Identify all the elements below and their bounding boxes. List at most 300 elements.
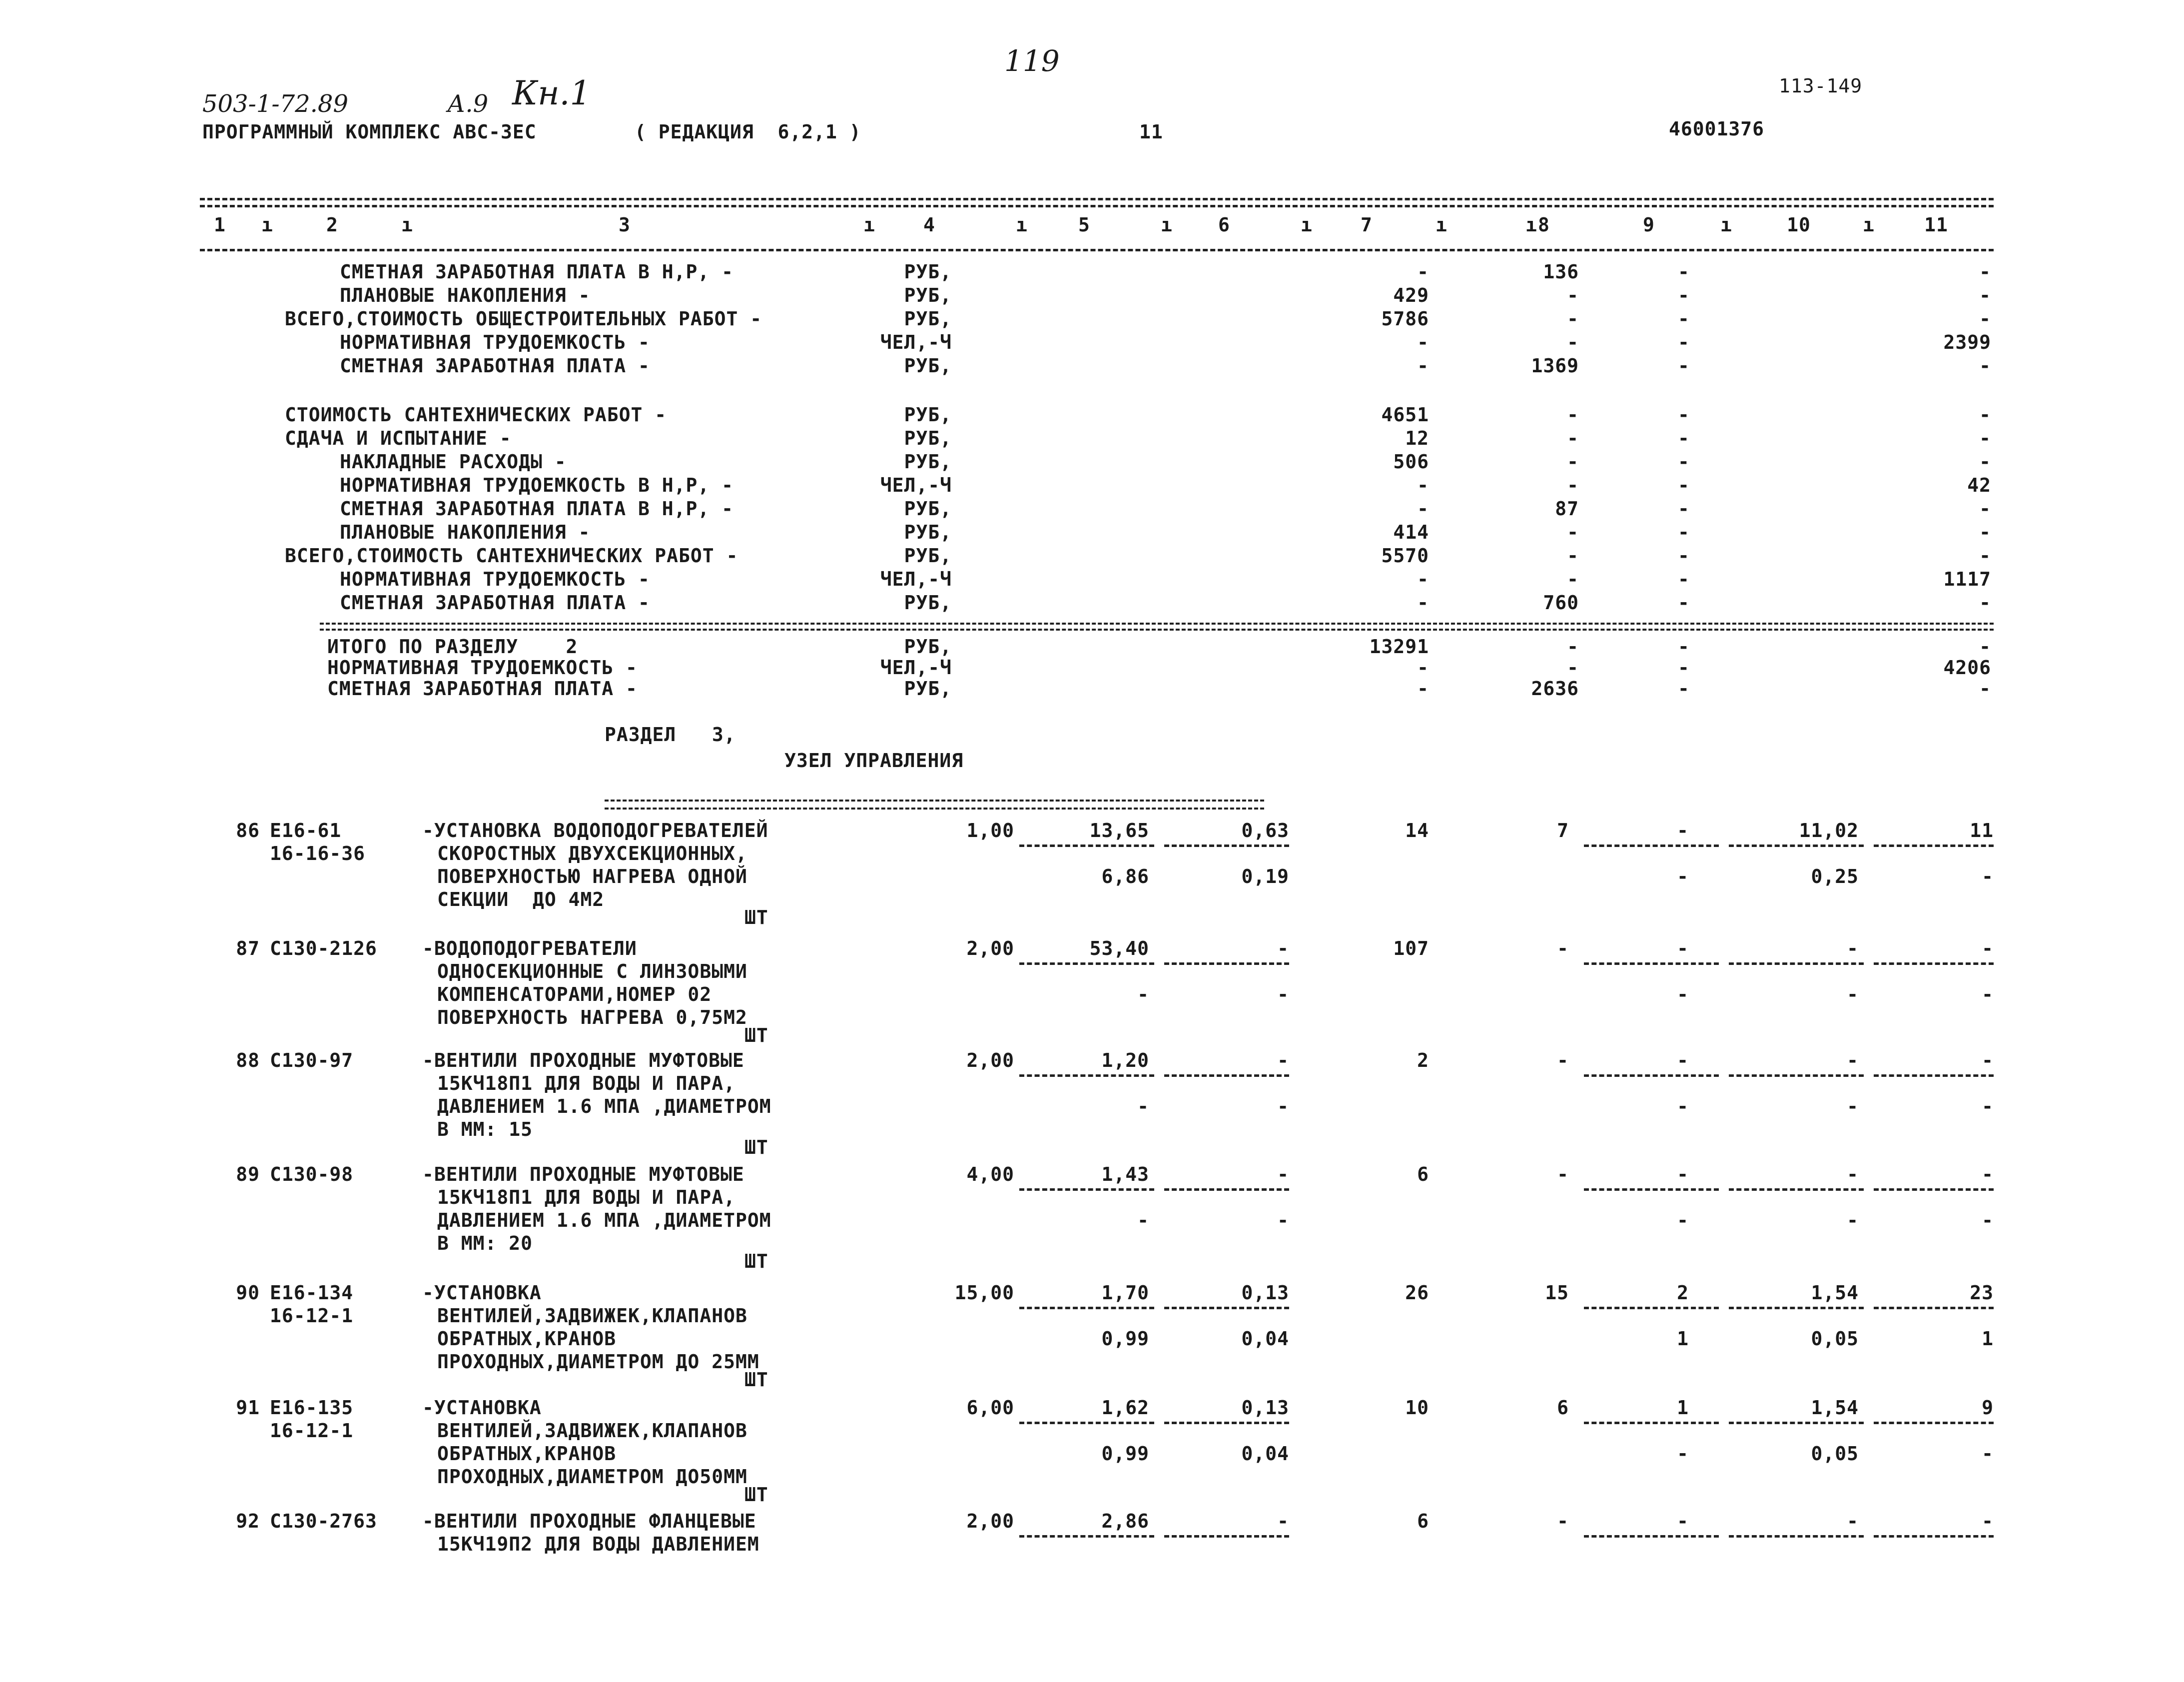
item-cost: 107 xyxy=(1393,937,1429,959)
item-labor-machine-unit: 0,05 xyxy=(1811,1443,1859,1465)
summary-row-labor: - xyxy=(1979,355,1991,377)
summary-row-cost: - xyxy=(1417,592,1429,614)
summary-row-labor: 2399 xyxy=(1943,331,1991,353)
item-cost: 2 xyxy=(1417,1049,1429,1071)
item-description-line: -УСТАНОВКА xyxy=(422,1282,542,1304)
program-name: ПРОГРАММНЫЙ КОМПЛЕКС АВС-3ЕС xyxy=(202,121,537,143)
item-code: С130-98 xyxy=(270,1163,354,1185)
item-labor-unit: 11,02 xyxy=(1799,820,1859,841)
item-underline xyxy=(1729,1535,1864,1538)
column-separator: ı xyxy=(1161,214,1173,236)
item-labor-machine-unit: - xyxy=(1847,1209,1859,1231)
summary-row-machine: - xyxy=(1678,545,1690,567)
item-cost: 10 xyxy=(1405,1397,1429,1419)
summary-row-unit: ЧЕЛ,-Ч xyxy=(880,474,952,496)
item-underline xyxy=(1874,1188,1994,1191)
item-number: 92 xyxy=(236,1510,260,1532)
item-description-line: 15КЧ18П1 ДЛЯ ВОДЫ И ПАРА, xyxy=(437,1186,735,1208)
item-description-line: -ВЕНТИЛИ ПРОХОДНЫЕ МУФТОВЫЕ xyxy=(422,1049,744,1071)
item-code: С130-2763 xyxy=(270,1510,377,1532)
column-header-2: 2 xyxy=(326,214,338,236)
item-quantity: 2,00 xyxy=(966,937,1014,959)
item-price-total: 1,70 xyxy=(1101,1282,1149,1304)
summary-row-unit: РУБ, xyxy=(904,678,952,700)
item-underline xyxy=(1019,1307,1154,1309)
column-header-7: 7 xyxy=(1361,214,1373,236)
summary-row-label: НОРМАТИВНАЯ ТРУДОЕМКОСТЬ - xyxy=(327,657,638,679)
item-description-line: В ММ: 20 xyxy=(437,1232,533,1254)
item-underline xyxy=(1019,1188,1154,1191)
summary-row-unit: РУБ, xyxy=(904,521,952,543)
summary-row-cost: - xyxy=(1417,261,1429,283)
summary-row-salary: - xyxy=(1567,474,1579,496)
column-header-1: 1 xyxy=(214,214,226,236)
summary-row-machine: - xyxy=(1678,404,1690,426)
summary-row-unit: РУБ, xyxy=(904,308,952,330)
item-labor-machine-total: - xyxy=(1982,865,1994,887)
sheet-number: 11 xyxy=(1139,121,1163,143)
item-underline xyxy=(1584,1422,1719,1424)
item-unit: ШТ xyxy=(744,1250,768,1272)
item-cost: 26 xyxy=(1405,1282,1429,1304)
rule-top xyxy=(200,198,1994,200)
item-code: С130-97 xyxy=(270,1049,354,1071)
item-salary-machine-unit: 0,04 xyxy=(1241,1328,1289,1350)
item-description-line: 15КЧ19П2 ДЛЯ ВОДЫ ДАВЛЕНИЕМ xyxy=(437,1533,759,1555)
item-description-line: ОДНОСЕКЦИОННЫЕ С ЛИНЗОВЫМИ xyxy=(437,960,747,982)
item-salary-unit: - xyxy=(1137,983,1149,1005)
item-description-line: СКОРОСТНЫХ ДВУХСЕКЦИОННЫХ, xyxy=(437,842,747,864)
summary-row-labor: - xyxy=(1979,521,1991,543)
item-code: С130-2126 xyxy=(270,937,377,959)
summary-row-label: НОРМАТИВНАЯ ТРУДОЕМКОСТЬ - xyxy=(340,568,650,590)
column-header-5: 5 xyxy=(1078,214,1090,236)
item-labor-machine-total: - xyxy=(1982,983,1994,1005)
column-separator: ı xyxy=(261,214,273,236)
summary-row-label: ИТОГО ПО РАЗДЕЛУ 2 xyxy=(327,636,578,658)
summary-row-machine: - xyxy=(1678,568,1690,590)
item-labor-machine-unit: 0,05 xyxy=(1811,1328,1859,1350)
summary-row-salary: - xyxy=(1567,284,1579,306)
item-cost: 6 xyxy=(1417,1163,1429,1185)
item-salary-machine-unit: 0,19 xyxy=(1241,865,1289,887)
item-price-machine: - xyxy=(1277,937,1289,959)
summary-row-label: СМЕТНАЯ ЗАРАБОТНАЯ ПЛАТА - xyxy=(340,592,650,614)
summary-row-salary: 136 xyxy=(1543,261,1579,283)
summary-row-cost: 5570 xyxy=(1381,545,1429,567)
summary-row-cost: 506 xyxy=(1393,451,1429,473)
summary-row-machine: - xyxy=(1678,498,1690,520)
rule-before-section-total-2 xyxy=(320,629,1994,631)
item-labor-total: 23 xyxy=(1970,1282,1994,1304)
item-price-total: 13,65 xyxy=(1089,820,1149,841)
summary-row-unit: РУБ, xyxy=(904,451,952,473)
item-machine-salary: - xyxy=(1677,1095,1689,1117)
summary-row-labor: - xyxy=(1979,404,1991,426)
summary-row-salary: - xyxy=(1567,521,1579,543)
column-header-9: 9 xyxy=(1643,214,1655,236)
item-labor-unit: - xyxy=(1847,1510,1859,1532)
item-price-total: 1,62 xyxy=(1101,1397,1149,1419)
summary-row-machine: - xyxy=(1678,308,1690,330)
item-machine-salary: - xyxy=(1677,865,1689,887)
summary-row-label: СМЕТНАЯ ЗАРАБОТНАЯ ПЛАТА - xyxy=(327,678,638,700)
item-labor-unit: - xyxy=(1847,937,1859,959)
item-underline xyxy=(1874,1535,1994,1538)
item-underline xyxy=(1019,1535,1154,1538)
item-price-machine: 0,13 xyxy=(1241,1282,1289,1304)
item-description-line: -УСТАНОВКА ВОДОПОДОГРЕВАТЕЛЕЙ xyxy=(422,820,768,841)
item-machine-cost: - xyxy=(1677,1049,1689,1071)
item-salary: - xyxy=(1557,1049,1569,1071)
item-labor-total: - xyxy=(1982,1510,1994,1532)
item-cost: 6 xyxy=(1417,1510,1429,1532)
summary-row-labor: - xyxy=(1979,498,1991,520)
item-machine-cost: - xyxy=(1677,820,1689,841)
item-description-line: ДАВЛЕНИЕМ 1.6 МПА ,ДИАМЕТРОМ xyxy=(437,1209,771,1231)
item-code-secondary: 16-12-1 xyxy=(270,1305,354,1327)
item-number: 91 xyxy=(236,1397,260,1419)
item-underline xyxy=(1584,1188,1719,1191)
item-underline xyxy=(1164,1307,1289,1309)
item-unit: ШТ xyxy=(744,1136,768,1158)
item-code: Е16-134 xyxy=(270,1282,354,1304)
summary-row-unit: РУБ, xyxy=(904,404,952,426)
section-label: РАЗДЕЛ 3, xyxy=(605,724,736,746)
summary-row-unit: РУБ, xyxy=(904,545,952,567)
item-quantity: 4,00 xyxy=(966,1163,1014,1185)
item-underline xyxy=(1584,844,1719,847)
item-description-line: -УСТАНОВКА xyxy=(422,1397,542,1419)
summary-row-cost: 429 xyxy=(1393,284,1429,306)
item-description-line: ОБРАТНЫХ,КРАНОВ xyxy=(437,1443,617,1465)
item-salary: - xyxy=(1557,1510,1569,1532)
item-labor-unit: 1,54 xyxy=(1811,1397,1859,1419)
item-machine-salary: - xyxy=(1677,1443,1689,1465)
summary-row-salary: 2636 xyxy=(1531,678,1579,700)
summary-row-machine: - xyxy=(1678,521,1690,543)
item-salary-machine-unit: - xyxy=(1277,1209,1289,1231)
summary-row-labor: - xyxy=(1979,636,1991,658)
summary-row-unit: РУБ, xyxy=(904,592,952,614)
rule-under-header xyxy=(200,249,1994,251)
summary-row-labor: - xyxy=(1979,451,1991,473)
item-underline xyxy=(1729,1422,1864,1424)
edition-label: ( РЕДАКЦИЯ 6,2,1 ) xyxy=(635,121,861,143)
summary-row-machine: - xyxy=(1678,657,1690,679)
item-salary-unit: 0,99 xyxy=(1101,1328,1149,1350)
item-unit: ШТ xyxy=(744,1484,768,1506)
summary-row-label: ПЛАНОВЫЕ НАКОПЛЕНИЯ - xyxy=(340,284,591,306)
summary-row-salary: - xyxy=(1567,404,1579,426)
item-underline xyxy=(1729,1074,1864,1077)
summary-row-labor: - xyxy=(1979,261,1991,283)
summary-row-salary: 1369 xyxy=(1531,355,1579,377)
item-salary: 15 xyxy=(1545,1282,1569,1304)
item-underline xyxy=(1019,1422,1154,1424)
document-number: 46001376 xyxy=(1669,118,1765,140)
column-separator: ı xyxy=(401,214,413,236)
column-separator: ı xyxy=(1720,214,1732,236)
summary-row-labor: 1117 xyxy=(1943,568,1991,590)
item-underline xyxy=(1164,1422,1289,1424)
summary-row-unit: РУБ, xyxy=(904,427,952,449)
item-quantity: 6,00 xyxy=(966,1397,1014,1419)
item-description-line: -ВЕНТИЛИ ПРОХОДНЫЕ ФЛАНЦЕВЫЕ xyxy=(422,1510,756,1532)
item-description-line: -ВЕНТИЛИ ПРОХОДНЫЕ МУФТОВЫЕ xyxy=(422,1163,744,1185)
item-labor-machine-unit: 0,25 xyxy=(1811,865,1859,887)
book-label: Кн.1 xyxy=(512,74,591,112)
summary-row-labor: - xyxy=(1979,592,1991,614)
summary-row-labor: - xyxy=(1979,678,1991,700)
summary-row-labor: - xyxy=(1979,308,1991,330)
item-unit: ШТ xyxy=(744,1369,768,1391)
summary-row-machine: - xyxy=(1678,451,1690,473)
item-labor-machine-total: - xyxy=(1982,1209,1994,1231)
item-labor-unit: 1,54 xyxy=(1811,1282,1859,1304)
page-number: 119 xyxy=(1004,44,1060,78)
rule-before-section-total xyxy=(320,623,1994,625)
summary-row-unit: ЧЕЛ,-Ч xyxy=(880,568,952,590)
summary-row-cost: - xyxy=(1417,355,1429,377)
item-underline xyxy=(1019,1074,1154,1077)
item-description-line: ВЕНТИЛЕЙ,ЗАДВИЖЕК,КЛАПАНОВ xyxy=(437,1305,747,1327)
item-description-line: В ММ: 15 xyxy=(437,1118,533,1140)
summary-row-cost: - xyxy=(1417,657,1429,679)
item-underline xyxy=(1584,962,1719,965)
summary-row-salary: - xyxy=(1567,308,1579,330)
item-description-line: ОБРАТНЫХ,КРАНОВ xyxy=(437,1328,617,1350)
summary-row-cost: - xyxy=(1417,568,1429,590)
summary-row-machine: - xyxy=(1678,284,1690,306)
item-description-line: ПОВЕРХНОСТЬЮ НАГРЕВА ОДНОЙ xyxy=(437,865,747,887)
summary-row-salary: - xyxy=(1567,451,1579,473)
item-number: 86 xyxy=(236,820,260,841)
summary-row-cost: 13291 xyxy=(1369,636,1429,658)
summary-row-label: ВСЕГО,СТОИМОСТЬ ОБЩЕСТРОИТЕЛЬНЫХ РАБОТ - xyxy=(285,308,762,330)
summary-row-cost: - xyxy=(1417,331,1429,353)
item-quantity: 2,00 xyxy=(966,1049,1014,1071)
summary-row-unit: РУБ, xyxy=(904,355,952,377)
item-description-line: ПРОХОДНЫХ,ДИАМЕТРОМ ДО50ММ xyxy=(437,1466,747,1488)
summary-row-label: СТОИМОСТЬ САНТЕХНИЧЕСКИХ РАБОТ - xyxy=(285,404,667,426)
item-underline xyxy=(1874,1307,1994,1309)
item-price-machine: - xyxy=(1277,1510,1289,1532)
summary-row-label: СМЕТНАЯ ЗАРАБОТНАЯ ПЛАТА - xyxy=(340,355,650,377)
item-labor-total: - xyxy=(1982,1049,1994,1071)
summary-row-salary: - xyxy=(1567,636,1579,658)
item-price-total: 1,20 xyxy=(1101,1049,1149,1071)
summary-row-salary: - xyxy=(1567,657,1579,679)
item-machine-cost: 2 xyxy=(1677,1282,1689,1304)
section-underline xyxy=(605,800,1264,810)
item-underline xyxy=(1874,844,1994,847)
summary-row-labor: 42 xyxy=(1967,474,1991,496)
summary-row-salary: - xyxy=(1567,545,1579,567)
item-labor-machine-unit: - xyxy=(1847,1095,1859,1117)
item-labor-unit: - xyxy=(1847,1049,1859,1071)
column-separator: ı xyxy=(1525,214,1537,236)
summary-row-label: ВСЕГО,СТОИМОСТЬ САНТЕХНИЧЕСКИХ РАБОТ - xyxy=(285,545,738,567)
item-salary-machine-unit: - xyxy=(1277,1095,1289,1117)
item-number: 89 xyxy=(236,1163,260,1185)
item-description-line: ПОВЕРХНОСТЬ НАГРЕВА 0,75М2 xyxy=(437,1006,747,1028)
item-price-total: 53,40 xyxy=(1089,937,1149,959)
item-number: 90 xyxy=(236,1282,260,1304)
summary-row-unit: РУБ, xyxy=(904,261,952,283)
summary-row-salary: 760 xyxy=(1543,592,1579,614)
item-code: Е16-135 xyxy=(270,1397,354,1419)
item-labor-unit: - xyxy=(1847,1163,1859,1185)
document-code-right: 113-149 xyxy=(1779,75,1863,97)
item-salary-machine-unit: - xyxy=(1277,983,1289,1005)
summary-row-salary: - xyxy=(1567,331,1579,353)
summary-row-salary: - xyxy=(1567,568,1579,590)
summary-row-machine: - xyxy=(1678,592,1690,614)
column-separator: ı xyxy=(1436,214,1448,236)
item-description-line: ДАВЛЕНИЕМ 1.6 МПА ,ДИАМЕТРОМ xyxy=(437,1095,771,1117)
summary-row-machine: - xyxy=(1678,474,1690,496)
section-title: УЗЕЛ УПРАВЛЕНИЯ xyxy=(784,750,964,772)
summary-row-label: СДАЧА И ИСПЫТАНИЕ - xyxy=(285,427,512,449)
item-number: 87 xyxy=(236,937,260,959)
item-description-line: СЕКЦИИ ДО 4М2 xyxy=(437,888,605,910)
column-separator: ı xyxy=(1016,214,1028,236)
item-underline xyxy=(1729,844,1864,847)
item-code-secondary: 16-12-1 xyxy=(270,1420,354,1442)
item-description-line: ПРОХОДНЫХ,ДИАМЕТРОМ ДО 25ММ xyxy=(437,1351,759,1373)
item-quantity: 2,00 xyxy=(966,1510,1014,1532)
summary-row-machine: - xyxy=(1678,636,1690,658)
item-labor-total: 11 xyxy=(1970,820,1994,841)
summary-row-labor: - xyxy=(1979,545,1991,567)
item-machine-salary: - xyxy=(1677,1209,1689,1231)
document-code: 503-1-72.89 xyxy=(202,90,349,118)
summary-row-cost: 12 xyxy=(1405,427,1429,449)
item-salary-unit: - xyxy=(1137,1095,1149,1117)
item-price-machine: 0,13 xyxy=(1241,1397,1289,1419)
item-underline xyxy=(1874,1422,1994,1424)
item-price-machine: - xyxy=(1277,1049,1289,1071)
summary-row-salary: 87 xyxy=(1555,498,1579,520)
item-underline xyxy=(1729,1307,1864,1309)
item-salary: - xyxy=(1557,1163,1569,1185)
item-code-secondary: 16-16-36 xyxy=(270,842,366,864)
item-description-line: -ВОДОПОДОГРЕВАТЕЛИ xyxy=(422,937,637,959)
item-underline xyxy=(1584,1074,1719,1077)
item-salary: 7 xyxy=(1557,820,1569,841)
item-machine-cost: 1 xyxy=(1677,1397,1689,1419)
item-description-line: 15КЧ18П1 ДЛЯ ВОДЫ И ПАРА, xyxy=(437,1072,735,1094)
summary-row-unit: РУБ, xyxy=(904,284,952,306)
summary-row-cost: - xyxy=(1417,474,1429,496)
item-machine-cost: - xyxy=(1677,1163,1689,1185)
rule-top-2 xyxy=(200,205,1994,207)
column-separator: ı xyxy=(1863,214,1875,236)
column-header-3: 3 xyxy=(619,214,631,236)
item-underline xyxy=(1019,844,1154,847)
item-underline xyxy=(1874,1074,1994,1077)
summary-row-unit: ЧЕЛ,-Ч xyxy=(880,657,952,679)
item-underline xyxy=(1164,1535,1289,1538)
item-underline xyxy=(1164,962,1289,965)
summary-row-machine: - xyxy=(1678,355,1690,377)
item-machine-salary: - xyxy=(1677,983,1689,1005)
item-quantity: 15,00 xyxy=(954,1282,1014,1304)
item-salary-unit: 0,99 xyxy=(1101,1443,1149,1465)
item-salary-machine-unit: 0,04 xyxy=(1241,1443,1289,1465)
summary-row-label: СМЕТНАЯ ЗАРАБОТНАЯ ПЛАТА В Н,Р, - xyxy=(340,498,733,520)
item-underline xyxy=(1584,1535,1719,1538)
item-labor-total: - xyxy=(1982,937,1994,959)
item-labor-total: 9 xyxy=(1982,1397,1994,1419)
item-underline xyxy=(1164,844,1289,847)
item-salary-unit: - xyxy=(1137,1209,1149,1231)
summary-row-cost: 4651 xyxy=(1381,404,1429,426)
column-header-10: 10 xyxy=(1787,214,1811,236)
item-machine-salary: 1 xyxy=(1677,1328,1689,1350)
item-salary: - xyxy=(1557,937,1569,959)
summary-row-machine: - xyxy=(1678,427,1690,449)
item-unit: ШТ xyxy=(744,1024,768,1046)
summary-row-labor: - xyxy=(1979,284,1991,306)
item-labor-machine-total: - xyxy=(1982,1443,1994,1465)
item-underline xyxy=(1729,1188,1864,1191)
column-separator: ı xyxy=(863,214,875,236)
summary-row-machine: - xyxy=(1678,678,1690,700)
summary-row-machine: - xyxy=(1678,261,1690,283)
summary-row-cost: 5786 xyxy=(1381,308,1429,330)
item-labor-machine-total: - xyxy=(1982,1095,1994,1117)
item-labor-machine-unit: - xyxy=(1847,983,1859,1005)
item-underline xyxy=(1019,962,1154,965)
summary-row-label: НАКЛАДНЫЕ РАСХОДЫ - xyxy=(340,451,567,473)
item-description-line: ВЕНТИЛЕЙ,ЗАДВИЖЕК,КЛАПАНОВ xyxy=(437,1420,747,1442)
summary-row-unit: РУБ, xyxy=(904,498,952,520)
album-label: А.9 xyxy=(447,90,489,118)
column-header-11: 11 xyxy=(1924,214,1948,236)
column-header-4: 4 xyxy=(923,214,935,236)
item-labor-machine-total: 1 xyxy=(1982,1328,1994,1350)
summary-row-label: НОРМАТИВНАЯ ТРУДОЕМКОСТЬ - xyxy=(340,331,650,353)
summary-row-labor: 4206 xyxy=(1943,657,1991,679)
item-price-total: 1,43 xyxy=(1101,1163,1149,1185)
item-underline xyxy=(1164,1074,1289,1077)
item-underline xyxy=(1874,962,1994,965)
item-cost: 14 xyxy=(1405,820,1429,841)
item-machine-cost: - xyxy=(1677,937,1689,959)
item-price-machine: - xyxy=(1277,1163,1289,1185)
item-price-total: 2,86 xyxy=(1101,1510,1149,1532)
summary-row-cost: 414 xyxy=(1393,521,1429,543)
column-separator: ı xyxy=(1301,214,1313,236)
item-price-machine: 0,63 xyxy=(1241,820,1289,841)
item-description-line: КОМПЕНСАТОРАМИ,НОМЕР 02 xyxy=(437,983,712,1005)
item-code: Е16-61 xyxy=(270,820,342,841)
item-labor-total: - xyxy=(1982,1163,1994,1185)
summary-row-cost: - xyxy=(1417,678,1429,700)
item-machine-cost: - xyxy=(1677,1510,1689,1532)
summary-row-label: НОРМАТИВНАЯ ТРУДОЕМКОСТЬ В Н,Р, - xyxy=(340,474,733,496)
item-underline xyxy=(1164,1188,1289,1191)
item-underline xyxy=(1584,1307,1719,1309)
summary-row-unit: РУБ, xyxy=(904,636,952,658)
item-number: 88 xyxy=(236,1049,260,1071)
summary-row-label: СМЕТНАЯ ЗАРАБОТНАЯ ПЛАТА В Н,Р, - xyxy=(340,261,733,283)
summary-row-labor: - xyxy=(1979,427,1991,449)
summary-row-cost: - xyxy=(1417,498,1429,520)
summary-row-machine: - xyxy=(1678,331,1690,353)
